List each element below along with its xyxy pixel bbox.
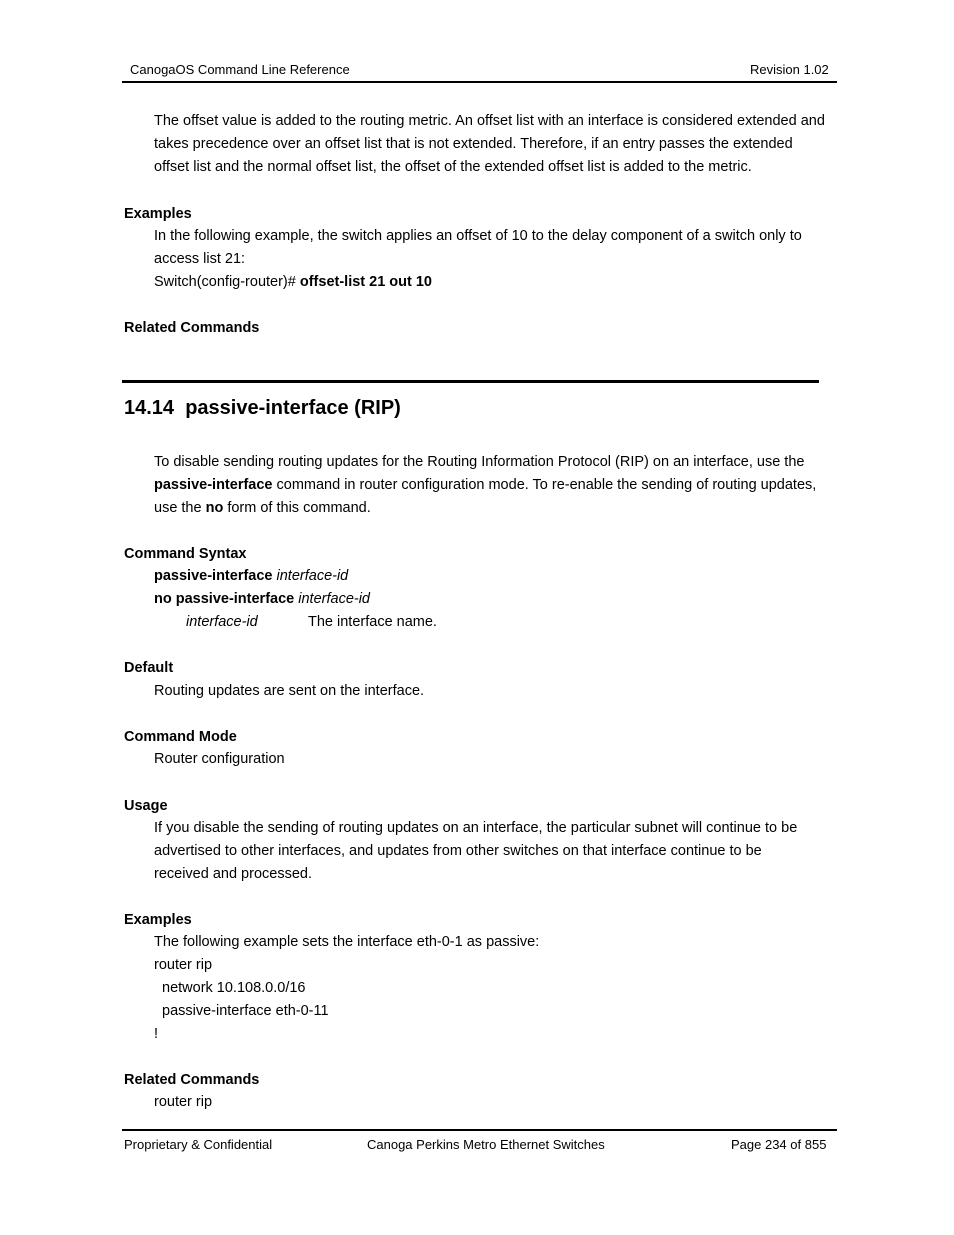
code-line: ! bbox=[154, 1026, 159, 1042]
desc-text-3: form of this command. bbox=[223, 500, 371, 516]
header-rule bbox=[122, 81, 837, 83]
syntax-arg-2: interface-id bbox=[298, 591, 370, 607]
footer-rule bbox=[122, 1129, 837, 1131]
usage-text: If you disable the sending of routing updates on an interface, the particular subnet will continue to be advertised to other interfaces, and updates from other switches on that interface continue to be received and processed. bbox=[154, 820, 798, 882]
param-name: interface-id bbox=[186, 614, 258, 630]
desc-text-2: command in router configuration mode. To re-enable the sending of routing updates, use the bbox=[154, 477, 817, 516]
section-rule bbox=[122, 380, 819, 383]
syntax-cmd-2: no passive-interface bbox=[154, 591, 295, 607]
desc-bold-no: no bbox=[205, 500, 224, 516]
section-number: 14.14 bbox=[124, 397, 175, 419]
prev-examples-command-line bbox=[154, 274, 432, 290]
examples-heading: Examples bbox=[124, 912, 192, 928]
prev-related-heading: Related Commands bbox=[124, 320, 260, 336]
code-line: passive-interface eth-0-11 bbox=[162, 1003, 329, 1019]
footer-center: Canoga Perkins Metro Ethernet Switches bbox=[367, 1137, 605, 1152]
usage-heading: Usage bbox=[124, 798, 168, 814]
cli-command: offset-list 21 out 10 bbox=[299, 274, 432, 290]
mode-text: Router configuration bbox=[154, 751, 285, 767]
section-name: passive-interface (RIP) bbox=[185, 397, 401, 419]
default-text: Routing updates are sent on the interface. bbox=[154, 683, 425, 699]
desc-text-1: To disable sending routing updates for the Routing Information Protocol (RIP) on an interface, use the bbox=[154, 454, 805, 470]
prev-examples-heading: Examples bbox=[124, 206, 192, 222]
prev-examples-text: In the following example, the switch applies an offset of 10 to the delay component of a switch only to access list 21: bbox=[154, 228, 802, 267]
header-title: CanogaOS Command Line Reference bbox=[130, 62, 350, 77]
syntax-line-1 bbox=[154, 568, 348, 584]
mode-heading: Command Mode bbox=[124, 729, 237, 745]
syntax-heading: Command Syntax bbox=[124, 546, 247, 562]
footer-left: Proprietary & Confidential bbox=[124, 1137, 273, 1152]
section-description bbox=[154, 451, 830, 520]
related-text: router rip bbox=[154, 1094, 213, 1110]
syntax-line-2 bbox=[154, 591, 370, 607]
examples-text: The following example sets the interface eth-0-1 as passive: bbox=[154, 934, 540, 950]
footer-page-number: Page 234 of 855 bbox=[731, 1137, 827, 1152]
header-revision: Revision 1.02 bbox=[750, 62, 829, 77]
code-line: network 10.108.0.0/16 bbox=[162, 980, 306, 996]
syntax-arg-1: interface-id bbox=[276, 568, 349, 584]
param-description: The interface name. bbox=[308, 614, 437, 630]
default-heading: Default bbox=[124, 660, 174, 676]
desc-bold-command: passive-interface bbox=[154, 477, 273, 493]
intro-paragraph: The offset value is added to the routing metric. An offset list with an interface is considered extended and takes precedence over an offset list that is not extended. Therefore, if an entry passes the extended offset list and the normal offset list, the offset of the extended offset list is added to the metric. bbox=[154, 113, 825, 175]
cli-prompt: Switch(config-router)# bbox=[154, 274, 300, 290]
code-line: router rip bbox=[154, 957, 213, 973]
related-heading: Related Commands bbox=[124, 1072, 260, 1088]
syntax-cmd-1: passive-interface bbox=[154, 568, 273, 584]
section-title bbox=[124, 397, 401, 420]
